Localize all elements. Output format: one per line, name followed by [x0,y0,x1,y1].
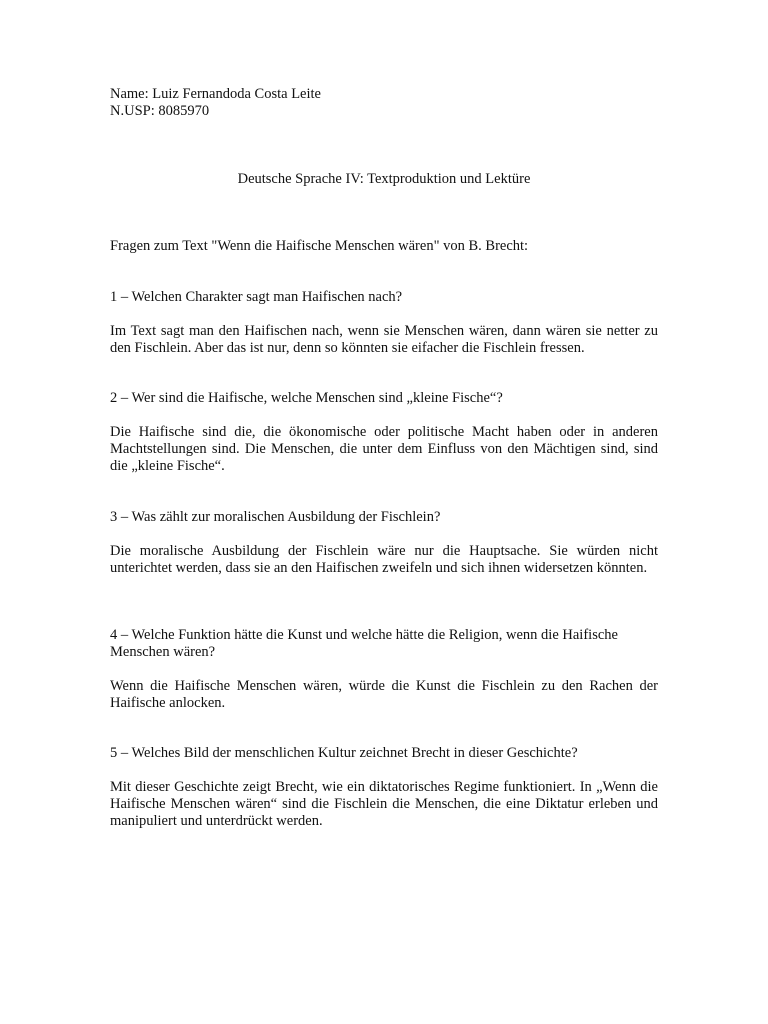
question-3: 3 – Was zählt zur moralischen Ausbildung der Fischlein? [110,509,441,525]
answer-5: Mit dieser Geschichte zeigt Brecht, wie ein diktatorisches Regime funktioniert. In „Wenn die Haifische Menschen wären“ sind die Fischlein die Menschen, die eine Diktatur erleben und manipuliert und unterdrückt werden. [110,779,658,829]
intro-line: Fragen zum Text "Wenn die Haifische Menschen wären" von B. Brecht: [110,238,529,254]
student-number: N.USP: 8085970 [110,103,210,119]
question-5: 5 – Welches Bild der menschlichen Kultur zeichnet Brecht in dieser Geschichte? [110,745,578,761]
answer-3: Die moralische Ausbildung der Fischlein wäre nur die Hauptsache. Sie würden nicht unterichtet werden, dass sie an den Haifischen zweifeln und sich ihnen widersetzen könnten. [110,543,658,576]
question-1: 1 – Welchen Charakter sagt man Haifischen nach? [110,289,403,305]
answer-1: Im Text sagt man den Haifischen nach, wenn sie Menschen wären, dann wären sie netter zu den Fischlein. Aber das ist nur, denn so könnten sie eifacher die Fischlein fressen. [110,323,658,356]
answer-2: Die Haifische sind die, die ökonomische oder politische Macht haben oder in anderen Machtstellungen sind. Die Menschen, die unter dem Einfluss von den Mächtigen sind, sind die „kleine Fische“. [110,424,658,474]
question-4: 4 – Welche Funktion hätte die Kunst und welche hätte die Religion, wenn die Haifische Menschen wären? [110,627,618,660]
document-title: Deutsche Sprache IV: Textproduktion und Lektüre [237,171,531,187]
student-name: Name: Luiz Fernandoda Costa Leite [110,86,321,102]
question-2: 2 – Wer sind die Haifische, welche Menschen sind „kleine Fische“? [110,390,503,406]
answer-4: Wenn die Haifische Menschen wären, würde die Kunst die Fischlein zu den Rachen der Haifische anlocken. [110,678,658,711]
